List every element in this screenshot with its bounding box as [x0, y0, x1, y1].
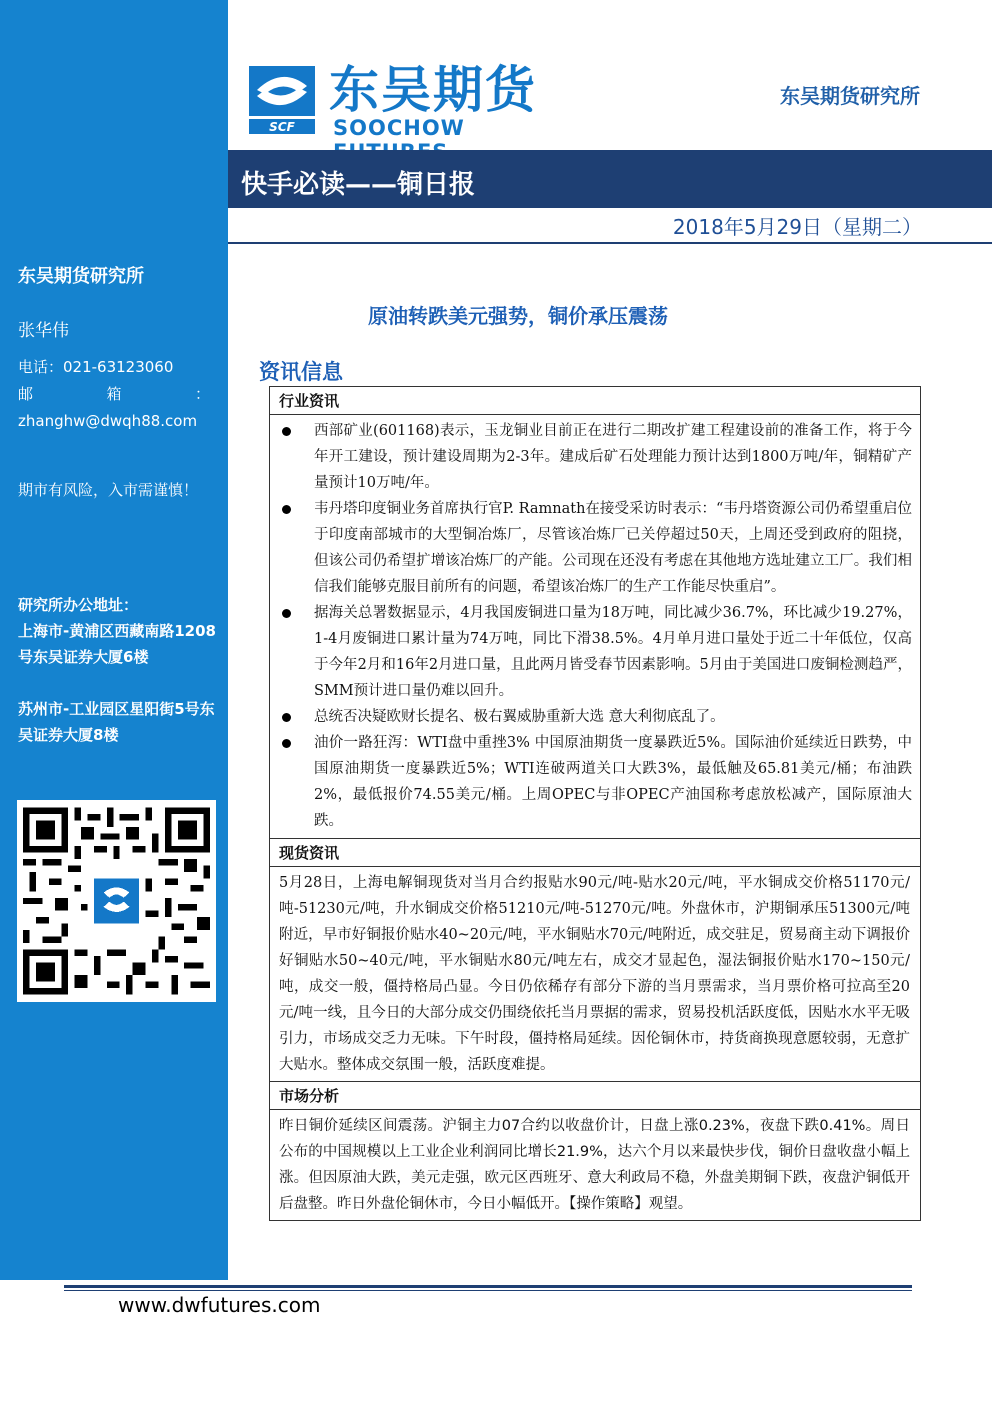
- industry-heading: 行业资讯: [270, 387, 920, 415]
- header-institute: 东吴期货研究所: [780, 84, 920, 108]
- email-label: 邮 箱 ：: [18, 385, 210, 403]
- email-address[interactable]: zhanghw@dwqh88.com: [18, 412, 198, 430]
- sidebar-institute: 东吴期货研究所: [18, 266, 144, 287]
- analysis-section: [270, 1110, 920, 1220]
- office-address: [18, 592, 218, 748]
- footer-divider: [64, 1285, 912, 1288]
- contact-block: [18, 354, 210, 435]
- spot-text: 5月28日，上海电解铜现货对当月合约报贴水90元/吨-贴水20元/吨，平水铜成交价格51170元/吨-51230元/吨，升水铜成交价格51210元/吨-51270元/吨。外盘休市，沪期铜承压51300元/吨附近，早市好铜报价贴水40~20元/吨，平水铜贴水70元/吨附近，成交驻足，贸易商主动下调报价好铜贴水50~40元/吨，平水铜贴水80元/吨左右，成交才显起色，湿法铜报价贴水170~150元/吨，成交一般，僵持格局凸显。今日仍依稀存有部分下游的当月票需求，当月票价格可拉高至20元/吨一线，且今日的大部分成交仍围绕依托当月票据的需求，贸易投机活跃度低，因贴水水平无吸引力，市场成交乏力无味。下午时段，僵持格局延续。因伦铜休市，持货商换现意愿较弱，无意扩大贴水。整体成交氛围一般，活跃度难提。: [279, 875, 910, 1073]
- logo-english-name: SOOCHOW: [333, 116, 465, 140]
- report-title: 快手必读——铜日报: [241, 170, 476, 200]
- section-title: 资讯信息: [259, 360, 343, 384]
- qr-code: [17, 800, 216, 1002]
- office-title: 研究所办公地址：: [18, 596, 139, 614]
- headline: 原油转跌美元强势，铜价承压震荡: [368, 304, 668, 328]
- logo-chinese-name: 东吴期货: [329, 61, 537, 119]
- risk-warning: 期市有风险，入市需谨慎！: [18, 481, 199, 499]
- phone-number: 电话：021-63123060: [18, 358, 174, 376]
- spot-heading: 现货资讯: [270, 839, 920, 867]
- list-item: 西部矿业(601168)表示，玉龙铜业目前正在进行二期改扩建工程建设前的准备工作，将于今年开工建设，预计建设周期为2-3年。建成后矿石处理能力预计达到1800万吨/年，铜精矿产量预计10万吨/年。: [270, 418, 912, 496]
- list-item: 据海关总署数据显示，4月我国废铜进口量为18万吨，同比减少36.7%，环比减少19.27%，1-4月废铜进口累计量为74万吨，同比下滑38.5%。4月单月进口量处于近二十年低位，仅高于今年2月和16年2月进口量，且此两月皆受春节因素影响。5月由于美国进口废铜检测趋严，SMM预计进口量仍难以回升。: [270, 600, 912, 704]
- info-table: [269, 386, 921, 1221]
- report-date: 2018年5月29日（星期二）: [672, 215, 922, 239]
- analyst-name: 张华伟: [18, 321, 69, 341]
- spot-section: [270, 867, 920, 1082]
- footer-divider-thin: [64, 1290, 912, 1291]
- bullet-icon: [282, 427, 291, 436]
- analysis-text: 昨日铜价延续区间震荡。沪铜主力07合约以收盘价计，日盘上涨0.23%，夜盘下跌0.41%。周日公布的中国规模以上工业企业利润同比增长21.9%，达六个月以来最快步伐，铜价日盘收盘小幅上涨。但因原油大跌，美元走强，欧元区西班牙、意大利政局不稳，外盘美期铜下跌，夜盘沪铜低开后盘整。昨日外盘伦铜休市，今日小幅低开。【操作策略】观望。: [279, 1118, 910, 1212]
- bullet-icon: [282, 739, 291, 748]
- analysis-heading: 市场分析: [270, 1082, 920, 1110]
- sidebar: [0, 0, 228, 1280]
- industry-section: [270, 415, 920, 839]
- list-item: 韦丹塔印度铜业务首席执行官P. Ramnath在接受采访时表示：“韦丹塔资源公司仍希望重启位于印度南部城市的大型铜冶炼厂，尽管该冶炼厂已关停超过50天，上周还受到政府的阻挠，但该公司仍希望扩增该冶炼厂的产能。公司现在还没有考虑在其他地方选址建立工厂。我们相信我们能够克服目前所有的问题，希望该冶炼厂的生产工作能尽快重启”。: [270, 496, 912, 600]
- bullet-icon: [282, 713, 291, 722]
- qr-code-icon: [23, 806, 210, 996]
- divider: [228, 242, 992, 244]
- svg-text:SCF: SCF: [269, 120, 295, 134]
- bullet-icon: [282, 609, 291, 618]
- office-suzhou: 苏州市-工业园区星阳街5号东吴证券大厦8楼: [18, 700, 215, 744]
- industry-list: [270, 415, 920, 838]
- report-title-bar: [228, 150, 992, 208]
- company-logo: [247, 62, 587, 142]
- bullet-icon: [282, 505, 291, 514]
- list-item: 油价一路狂泻：WTI盘中重挫3% 中国原油期货一度暴跌近5%。国际油价延续近日跌势，中国原油期货一度暴跌近5%；WTI连破两道关口大跌3%，最低触及65.81美元/桶；布油跌2%，最低报价74.55美元/桶。上周OPEC与非OPEC产油国称考虑放松减产，国际原油大跌。: [270, 730, 912, 834]
- list-item: 总统否决疑欧财长提名、极右翼威胁重新大选 意大利彻底乱了。: [270, 704, 912, 730]
- office-shanghai: 上海市-黄浦区西藏南路1208号东吴证券大厦6楼: [18, 622, 216, 666]
- website-link[interactable]: www.dwfutures.com: [118, 1293, 321, 1317]
- scf-logo-icon: [247, 64, 317, 136]
